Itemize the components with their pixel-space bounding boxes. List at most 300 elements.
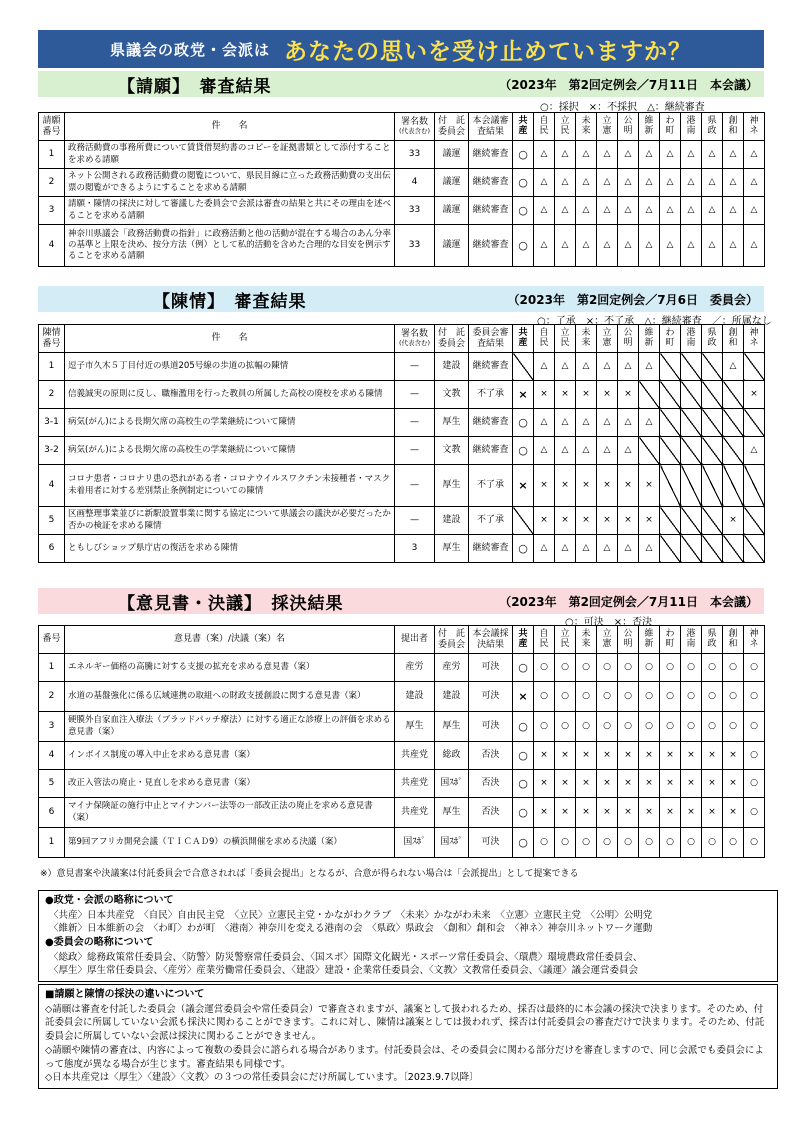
vote-立民: △ (555, 437, 576, 465)
party-8-header (660, 325, 681, 353)
party-header-char: 公 (623, 116, 633, 127)
row-number: 5 (39, 770, 65, 798)
vote-維新: ○ (639, 828, 660, 858)
row-signatures: 33 (395, 141, 435, 169)
row-result: 否決 (469, 742, 513, 770)
abbreviation-box (38, 890, 778, 982)
party-header-char: 立 (602, 629, 612, 640)
col-name-text: 意見書（案）/決議（案）名 (173, 634, 286, 645)
vote-自民: △ (534, 535, 555, 563)
vote-立憲: × (597, 798, 618, 828)
vote-未来: △ (576, 409, 597, 437)
vote-自民: ○ (534, 712, 555, 742)
opinion-legend: ○：可決 ×：否決 (565, 617, 653, 628)
col-name (65, 325, 395, 353)
party-header-char: 未 (581, 328, 591, 339)
vote-not-member (681, 381, 702, 409)
vote-立憲: △ (597, 197, 618, 225)
vote-共産: ○ (513, 828, 534, 858)
vote-公明: ○ (618, 712, 639, 742)
vote-県政: △ (702, 225, 723, 267)
vote-わ町: △ (660, 225, 681, 267)
vote-not-member (513, 507, 534, 535)
vote-立憲: △ (597, 225, 618, 267)
row-name: 改正入管法の廃止・見直しを求める意見書（案） (65, 770, 395, 798)
vote-not-member (702, 437, 723, 465)
party-2-header (534, 113, 555, 141)
committee-abbr-line-2: 〈厚生〉厚生常任委員会、〈産労〉産業労働常任委員会、〈建設〉建設・企業常任委員会、〈文教〉文教常任委員会、〈議運〉議会運営委員会 (49, 965, 639, 977)
col-proposer (395, 626, 435, 654)
party-6-header (618, 626, 639, 654)
vote-港南: × (681, 770, 702, 798)
row-name: 区画整理事業並びに新駅設置事業に関する協定について県議会の議決が必要だったか否かの検証を求める陳情 (65, 507, 395, 535)
party-abbr-line-2: 〈維新〉日本維新の会 〈わ町〉わが町 〈港南〉神奈川を変える港南の会 〈県政〉県政会 〈創和〉創和会 〈神ネ〉神奈川ネットワーク運動 (49, 923, 653, 935)
chinjo-title: 【陳情】 審査結果 (153, 291, 307, 312)
vote-未来: △ (576, 169, 597, 197)
party-header-char: 神 (749, 116, 759, 127)
party-header-char: 産 (518, 638, 528, 649)
party-header-char: 神 (749, 328, 759, 339)
vote-未来: × (576, 742, 597, 770)
row-committee: 国ｽﾎﾟ (435, 828, 469, 858)
row-name: 政務活動費の事務所費について賃貸借契約書のコピーを証拠書類として添付することを求める請願 (65, 141, 395, 169)
row-committee: 議運 (435, 141, 469, 169)
row-signatures: — (395, 381, 435, 409)
vote-共産: ○ (513, 742, 534, 770)
vote-未来: × (576, 798, 597, 828)
party-9-header (681, 325, 702, 353)
party-abbr-line-1: 〈共産〉日本共産党 〈自民〉自由民主党 〈立民〉立憲民主党・かながわクラブ 〈未来〉かながわ未来 〈立憲〉立憲民主党 〈公明〉公明党 (49, 909, 653, 921)
row-name: ネット公開される政務活動費の閲覧について、県民目線に立った政務活動費の支出伝票の閲覧ができるようにすることを求める請願 (65, 169, 395, 197)
vote-公明: × (618, 465, 639, 507)
vote-not-member (702, 535, 723, 563)
vote-わ町: × (660, 770, 681, 798)
vote-not-member (744, 409, 765, 437)
vote-未来: △ (576, 141, 597, 169)
vote-神ネ: ○ (744, 828, 765, 858)
row-committee: 厚生 (435, 409, 469, 437)
vote-not-member (639, 381, 660, 409)
col-committee-text: 付 託委員会 (437, 327, 465, 349)
table-header-row (39, 626, 765, 654)
col-committee-text: 付 託委員会 (437, 628, 465, 650)
col-sig (395, 113, 435, 141)
vote-公明: △ (618, 169, 639, 197)
row-committee: 文教 (435, 437, 469, 465)
vote-自民: △ (534, 141, 555, 169)
vote-維新: △ (639, 169, 660, 197)
party-header-char: 民 (539, 125, 549, 136)
vote-立民: △ (555, 141, 576, 169)
party-header-char: 南 (686, 638, 696, 649)
party-11-header (723, 626, 744, 654)
row-name: 硬膜外自家血注入療法（ブラッドパッチ療法）に対する適正な診療上の評価を求める意見書（案） (65, 712, 395, 742)
chinjo-section-header (38, 286, 764, 312)
party-header-char: 明 (623, 337, 633, 348)
row-result: 不了承 (469, 507, 513, 535)
vote-わ町: △ (660, 197, 681, 225)
vote-港南: △ (681, 169, 702, 197)
row-number: 2 (39, 169, 65, 197)
vote-共産: ○ (513, 141, 534, 169)
party-4-header (576, 325, 597, 353)
vote-未来: × (576, 507, 597, 535)
vote-維新: ○ (639, 682, 660, 712)
col-name-text: 件 名 (211, 121, 248, 132)
party-9-header (681, 626, 702, 654)
party-header-char: 来 (581, 337, 591, 348)
vote-not-member (660, 465, 681, 507)
vote-神ネ: ○ (744, 654, 765, 682)
vote-県政: × (702, 798, 723, 828)
vote-港南: ○ (681, 712, 702, 742)
vote-公明: ○ (618, 682, 639, 712)
party-header-char: わ (665, 328, 675, 339)
row-result: 継続審査 (469, 225, 513, 267)
opinion-section-header (38, 588, 764, 614)
party-header-char: 民 (560, 125, 570, 136)
chinjo-table (38, 324, 765, 563)
vote-神ネ: ○ (744, 798, 765, 828)
vote-立憲: × (597, 770, 618, 798)
table-row (39, 437, 765, 465)
vote-わ町: △ (660, 141, 681, 169)
vote-not-member (681, 353, 702, 381)
vote-未来: × (576, 381, 597, 409)
row-number: 4 (39, 225, 65, 267)
party-header-char: 県 (707, 328, 717, 339)
opinion-meta: （2023年 第2回定例会／7月11日 本会議） (499, 594, 758, 609)
row-name: 病気(がん)による長期欠席の高校生の学業継続について陳情 (65, 409, 395, 437)
row-proposer: 共産党 (395, 742, 435, 770)
party-header-char: 産 (518, 125, 528, 136)
table-row (39, 409, 765, 437)
vote-維新: × (639, 742, 660, 770)
vote-自民: × (534, 742, 555, 770)
vote-立憲: × (597, 742, 618, 770)
row-number: 1 (39, 828, 65, 858)
vote-立民: △ (555, 169, 576, 197)
row-signatures: 33 (395, 197, 435, 225)
vote-共産: × (513, 465, 534, 507)
party-7-header (639, 626, 660, 654)
party-1-header (513, 325, 534, 353)
vote-not-member (660, 353, 681, 381)
vote-港南: △ (681, 225, 702, 267)
table-row (39, 712, 765, 742)
vote-維新: △ (639, 225, 660, 267)
opinion-table (38, 625, 765, 858)
party-header-char: 南 (686, 337, 696, 348)
party-7-header (639, 113, 660, 141)
party-header-char: 民 (560, 337, 570, 348)
col-result-text: 本会議採決結果 (472, 628, 509, 650)
vote-維新: △ (639, 197, 660, 225)
row-name: 神奈川県議会「政務活動費の指針」に政務活動と他の活動が混在する場合のあん分率の基準と上限を決め、按分方法（例）として私的活動を含めた合理的な目安を例示することを求める請願 (65, 225, 395, 267)
row-name: 信義誠実の原則に反し、職権濫用を行った教員の所属した高校の廃校を求める陳情 (65, 381, 395, 409)
vote-神ネ: △ (744, 225, 765, 267)
row-result: 可決 (469, 828, 513, 858)
vote-立憲: △ (597, 353, 618, 381)
table-row (39, 654, 765, 682)
party-header-char: 創 (728, 116, 738, 127)
party-6-header (618, 113, 639, 141)
vote-共産: ○ (513, 197, 534, 225)
party-11-header (723, 113, 744, 141)
party-10-header (702, 626, 723, 654)
party-1-header (513, 626, 534, 654)
vote-公明: △ (618, 197, 639, 225)
vote-県政: × (702, 770, 723, 798)
vote-港南: × (681, 742, 702, 770)
vote-神ネ: △ (744, 197, 765, 225)
row-result: 不了承 (469, 381, 513, 409)
vote-not-member (702, 353, 723, 381)
row-committee: 産労 (435, 654, 469, 682)
row-name: マイナ保険証の施行中止とマイナンバー法等の一部改正法の廃止を求める意見書（案） (65, 798, 395, 828)
party-header-char: 憲 (602, 337, 612, 348)
row-committee: 建設 (435, 682, 469, 712)
party-header-char: 政 (707, 337, 717, 348)
party-4-header (576, 626, 597, 654)
party-header-char: 和 (728, 337, 738, 348)
row-number: 3-1 (39, 409, 65, 437)
table-row (39, 381, 765, 409)
table-row (39, 507, 765, 535)
row-result: 継続審査 (469, 409, 513, 437)
vote-立民: × (555, 742, 576, 770)
party-header-char: 産 (518, 337, 528, 348)
party-header-char: 明 (623, 125, 633, 136)
vote-未来: ○ (576, 654, 597, 682)
vote-not-member (681, 409, 702, 437)
row-name: ともしびショップ県庁店の復活を求める陳情 (65, 535, 395, 563)
party-header-char: 来 (581, 638, 591, 649)
row-result: 可決 (469, 654, 513, 682)
vote-not-member (702, 381, 723, 409)
row-signatures: 4 (395, 169, 435, 197)
chinjo-legend: ○：了承 ×：不了承 △：継続審査 ／：所属なし (537, 316, 772, 327)
party-9-header (681, 113, 702, 141)
vote-創和: △ (723, 225, 744, 267)
row-number: 4 (39, 742, 65, 770)
vote-立民: ○ (555, 712, 576, 742)
row-committee: 議運 (435, 169, 469, 197)
row-number: 6 (39, 535, 65, 563)
vote-not-member (660, 409, 681, 437)
row-signatures: — (395, 437, 435, 465)
vote-県政: △ (702, 169, 723, 197)
row-number: 3 (39, 712, 65, 742)
vote-立民: ○ (555, 682, 576, 712)
row-proposer: 建設 (395, 682, 435, 712)
party-header-char: 民 (539, 337, 549, 348)
col-number (39, 626, 65, 654)
petition-legend: ○：採択 ×：不採択 △：継続審査 (540, 102, 705, 113)
col-name-text: 件 名 (211, 333, 248, 344)
vote-共産: × (513, 682, 534, 712)
row-name: インボイス制度の導入中止を求める意見書（案） (65, 742, 395, 770)
party-header-char: 政 (707, 638, 717, 649)
vote-自民: ○ (534, 828, 555, 858)
row-number: 5 (39, 507, 65, 535)
party-8-header (660, 113, 681, 141)
vote-立憲: ○ (597, 682, 618, 712)
vote-未来: △ (576, 197, 597, 225)
row-committee: 国ｽﾎﾟ (435, 770, 469, 798)
vote-立民: × (555, 770, 576, 798)
vote-not-member (744, 507, 765, 535)
vote-未来: △ (576, 535, 597, 563)
vote-立民: × (555, 507, 576, 535)
vote-創和: △ (723, 169, 744, 197)
party-header-char: 立 (560, 629, 570, 640)
party-header-char: 自 (539, 328, 549, 339)
vote-わ町: ○ (660, 828, 681, 858)
vote-立民: ○ (555, 654, 576, 682)
vote-共産: ○ (513, 654, 534, 682)
vote-共産: × (513, 381, 534, 409)
party-11-header (723, 325, 744, 353)
vote-自民: △ (534, 197, 555, 225)
vote-神ネ: △ (744, 169, 765, 197)
vote-公明: △ (618, 141, 639, 169)
vote-立憲: △ (597, 535, 618, 563)
table-row (39, 535, 765, 563)
proposal-note: ※）意見書案や決議案は付託委員会で合意されれば「委員会提出」となるが、合意が得られない場合は「会派提出」として提案できる (40, 869, 579, 879)
party-2-header (534, 626, 555, 654)
vote-維新: × (639, 507, 660, 535)
vote-創和: × (723, 507, 744, 535)
vote-未来: △ (576, 353, 597, 381)
banner-headline: あなたの思いを受け止めていますか？ (284, 38, 692, 65)
col-committee (435, 113, 469, 141)
col-result (469, 113, 513, 141)
party-header-char: 政 (707, 125, 717, 136)
party-header-char: 明 (623, 638, 633, 649)
col-name (65, 113, 395, 141)
party-header-char: 憲 (602, 638, 612, 649)
vote-立憲: △ (597, 437, 618, 465)
row-signatures: — (395, 507, 435, 535)
row-name: 水道の基盤強化に係る広域連携の取組への財政支援創設に関する意見書（案） (65, 682, 395, 712)
vote-公明: △ (618, 353, 639, 381)
col-number-text: 番号 (42, 634, 61, 645)
table-header-row (39, 325, 765, 353)
vote-not-member (660, 535, 681, 563)
vote-港南: ○ (681, 654, 702, 682)
vote-not-member (744, 465, 765, 507)
vote-維新: △ (639, 409, 660, 437)
party-header-char: 和 (728, 638, 738, 649)
petition-vs-chinjo-box (38, 984, 778, 1089)
vote-創和: ○ (723, 828, 744, 858)
vote-わ町: × (660, 798, 681, 828)
row-result: 継続審査 (469, 169, 513, 197)
party-header-char: 立 (602, 116, 612, 127)
vote-維新: △ (639, 353, 660, 381)
party-header-char: わ (665, 629, 675, 640)
vote-not-member (660, 381, 681, 409)
row-number: 1 (39, 654, 65, 682)
vote-自民: × (534, 507, 555, 535)
vote-not-member (681, 465, 702, 507)
vote-立民: △ (555, 409, 576, 437)
vote-自民: △ (534, 353, 555, 381)
vote-公明: △ (618, 409, 639, 437)
party-6-header (618, 325, 639, 353)
row-proposer: 国ｽﾎﾟ (395, 828, 435, 858)
table-row (39, 353, 765, 381)
table-row (39, 770, 765, 798)
vote-神ネ: ○ (744, 742, 765, 770)
party-header-char: ネ (749, 337, 759, 348)
vote-自民: × (534, 798, 555, 828)
vote-not-member (723, 437, 744, 465)
vote-立憲: ○ (597, 654, 618, 682)
table-row (39, 828, 765, 858)
party-header-char: 維 (644, 629, 654, 640)
diff-paragraph-2: ◇請願や陳情の審査は、内容によって複数の委員会に諮られる場合があります。付託委員会は、その委員会に関わる部分だけを審査しますので、同じ会派でも委員会によって態度が異なる場合が生じます。審査結果も同様です。 (45, 1044, 764, 1070)
table-row (39, 225, 765, 267)
party-header-char: 公 (623, 629, 633, 640)
vote-立憲: △ (597, 169, 618, 197)
row-result: 否決 (469, 770, 513, 798)
vote-港南: × (681, 798, 702, 828)
vote-神ネ: ○ (744, 770, 765, 798)
vote-共産: ○ (513, 169, 534, 197)
vote-自民: × (534, 381, 555, 409)
vote-自民: × (534, 770, 555, 798)
row-number: 6 (39, 798, 65, 828)
row-committee: 厚生 (435, 465, 469, 507)
vote-創和: ○ (723, 712, 744, 742)
vote-維新: × (639, 798, 660, 828)
party-header-char: 未 (581, 116, 591, 127)
col-result-text: 委員会審査結果 (472, 327, 509, 349)
row-result: 継続審査 (469, 437, 513, 465)
table-header-row (39, 113, 765, 141)
petition-meta: （2023年 第2回定例会／7月11日 本会議） (499, 77, 758, 92)
col-sig-sub: (代表含む) (398, 127, 431, 135)
vote-創和: ○ (723, 682, 744, 712)
vote-not-member (723, 409, 744, 437)
col-sig-text: 署名数 (400, 117, 428, 128)
vote-創和: △ (723, 353, 744, 381)
vote-共産: ○ (513, 770, 534, 798)
vote-維新: × (639, 770, 660, 798)
petition-table (38, 112, 765, 267)
party-12-header (744, 113, 765, 141)
vote-立民: × (555, 798, 576, 828)
vote-自民: ○ (534, 682, 555, 712)
party-header-char: 新 (644, 337, 654, 348)
vote-共産: ○ (513, 798, 534, 828)
vote-わ町: ○ (660, 712, 681, 742)
row-committee: 議運 (435, 197, 469, 225)
row-committee: 文教 (435, 381, 469, 409)
vote-立憲: × (597, 381, 618, 409)
row-name: 第9回アフリカ開発会議（ＴＩＣＡＤ9）の横浜開催を求める決議（案） (65, 828, 395, 858)
vote-共産: ○ (513, 437, 534, 465)
vote-わ町: △ (660, 169, 681, 197)
table-row (39, 197, 765, 225)
vote-港南: ○ (681, 828, 702, 858)
vote-立憲: × (597, 465, 618, 507)
vote-not-member (723, 535, 744, 563)
vote-神ネ: × (744, 381, 765, 409)
vote-創和: △ (723, 197, 744, 225)
